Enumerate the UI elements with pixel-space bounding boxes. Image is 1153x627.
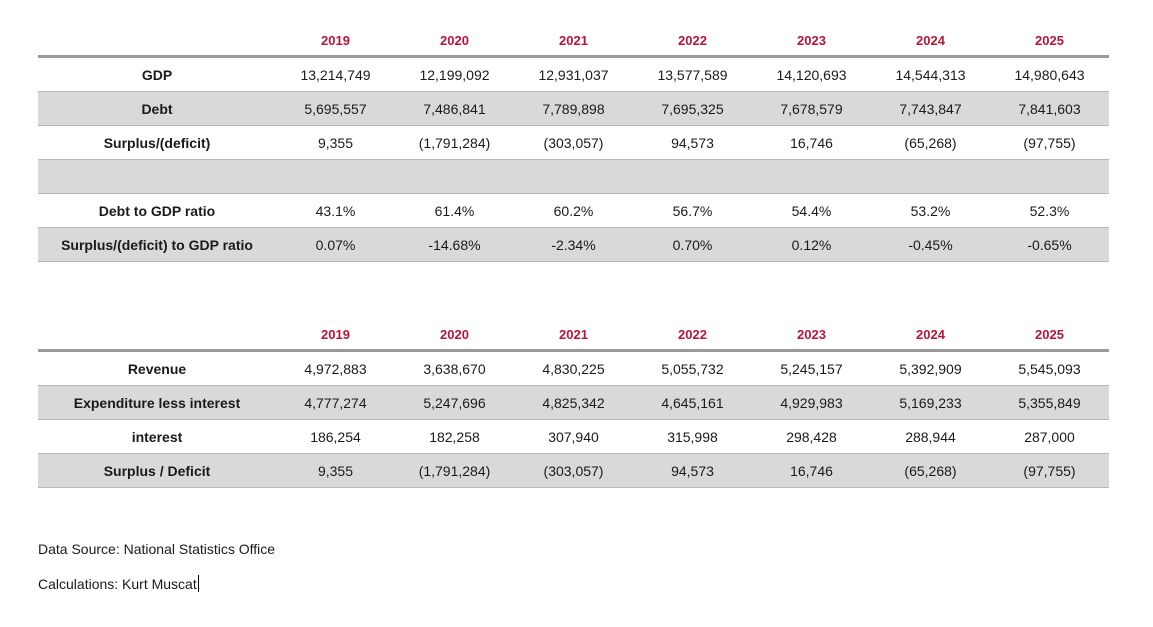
table-cell: 14,544,313 (871, 57, 990, 92)
table-cell: (303,057) (514, 126, 633, 160)
table-cell: 4,825,342 (514, 386, 633, 420)
table-cell: 7,695,325 (633, 92, 752, 126)
table-cell: 7,678,579 (752, 92, 871, 126)
table-cell (633, 160, 752, 194)
table-cell: 307,940 (514, 420, 633, 454)
table-cell: (97,755) (990, 454, 1109, 488)
row-label: Surplus/(deficit) (38, 126, 276, 160)
table-cell (395, 160, 514, 194)
row-label: Surplus / Deficit (38, 454, 276, 488)
table-cell (514, 160, 633, 194)
table-cell: (1,791,284) (395, 126, 514, 160)
table-cell: 0.70% (633, 228, 752, 262)
year-header-2025: 2025 (990, 319, 1109, 351)
year-header-2019: 2019 (276, 319, 395, 351)
table-cell: 13,214,749 (276, 57, 395, 92)
table-cell: -14.68% (395, 228, 514, 262)
table-cell: 54.4% (752, 194, 871, 228)
table-cell: 5,055,732 (633, 351, 752, 386)
table-cell (752, 160, 871, 194)
table-cell: 56.7% (633, 194, 752, 228)
table-cell: 60.2% (514, 194, 633, 228)
table-cell: -2.34% (514, 228, 633, 262)
table-row (38, 386, 1109, 420)
table-cell: 12,199,092 (395, 57, 514, 92)
row-label: Surplus/(deficit) to GDP ratio (38, 228, 276, 262)
table-cell: -0.65% (990, 228, 1109, 262)
row-label: Expenditure less interest (38, 386, 276, 420)
table-cell: 43.1% (276, 194, 395, 228)
year-header-2020: 2020 (395, 25, 514, 57)
year-header-2022: 2022 (633, 25, 752, 57)
fiscal-summary-table (38, 25, 1109, 262)
table-cell: 3,638,670 (395, 351, 514, 386)
table-cell: 7,743,847 (871, 92, 990, 126)
table-cell: 5,545,093 (990, 351, 1109, 386)
year-header-2020: 2020 (395, 319, 514, 351)
table-cell: 9,355 (276, 454, 395, 488)
data-source-text: Data Source: National Statistics Office (38, 541, 276, 557)
table-cell: 4,645,161 (633, 386, 752, 420)
table-cell: 7,486,841 (395, 92, 514, 126)
year-header-2021: 2021 (514, 319, 633, 351)
text-cursor (198, 575, 199, 592)
table-cell: 16,746 (752, 126, 871, 160)
table-cell: (97,755) (990, 126, 1109, 160)
table-cell (871, 160, 990, 194)
table-cell: 5,355,849 (990, 386, 1109, 420)
calculations-text: Calculations: Kurt Muscat (38, 576, 197, 592)
table-cell: 5,392,909 (871, 351, 990, 386)
table-cell: 9,355 (276, 126, 395, 160)
table-cell: 94,573 (633, 454, 752, 488)
year-header-2025: 2025 (990, 25, 1109, 57)
row-label: Revenue (38, 351, 276, 386)
table-cell: 5,247,696 (395, 386, 514, 420)
year-header-2022: 2022 (633, 319, 752, 351)
row-label: GDP (38, 57, 276, 92)
table-cell: 0.12% (752, 228, 871, 262)
table-cell: 4,972,883 (276, 351, 395, 386)
year-header-2023: 2023 (752, 25, 871, 57)
table-cell: 4,830,225 (514, 351, 633, 386)
table-header-row (38, 319, 1109, 351)
table-cell: (65,268) (871, 454, 990, 488)
table-cell: 12,931,037 (514, 57, 633, 92)
table-cell: 14,980,643 (990, 57, 1109, 92)
table-cell: -0.45% (871, 228, 990, 262)
table-cell: 4,777,274 (276, 386, 395, 420)
table-row (38, 454, 1109, 488)
row-label: Debt to GDP ratio (38, 194, 276, 228)
year-header-2024: 2024 (871, 25, 990, 57)
table-cell: 7,789,898 (514, 92, 633, 126)
header-empty-cell (38, 25, 276, 57)
revenue-expenditure-table (38, 319, 1109, 488)
table-cell: 182,258 (395, 420, 514, 454)
table-cell: 287,000 (990, 420, 1109, 454)
table-cell: 186,254 (276, 420, 395, 454)
table-cell: 5,695,557 (276, 92, 395, 126)
header-empty-cell (38, 319, 276, 351)
table-row (38, 160, 1109, 194)
table-cell (276, 160, 395, 194)
table-row (38, 92, 1109, 126)
table-cell (990, 160, 1109, 194)
year-header-2021: 2021 (514, 25, 633, 57)
table-row (38, 351, 1109, 386)
table-cell: 288,944 (871, 420, 990, 454)
year-header-2024: 2024 (871, 319, 990, 351)
table-cell: 16,746 (752, 454, 871, 488)
table-cell: (1,791,284) (395, 454, 514, 488)
calculations-note[interactable] (38, 575, 199, 592)
row-label: interest (38, 420, 276, 454)
data-source-note (38, 541, 275, 557)
table-cell: 7,841,603 (990, 92, 1109, 126)
table-row (38, 194, 1109, 228)
table-cell: 315,998 (633, 420, 752, 454)
table-header-row (38, 25, 1109, 57)
row-label (38, 160, 276, 194)
table-cell: (65,268) (871, 126, 990, 160)
table-cell: 4,929,983 (752, 386, 871, 420)
table-cell: 13,577,589 (633, 57, 752, 92)
table-row (38, 126, 1109, 160)
table-cell: 5,169,233 (871, 386, 990, 420)
table-cell: 94,573 (633, 126, 752, 160)
row-label: Debt (38, 92, 276, 126)
table-cell: 14,120,693 (752, 57, 871, 92)
year-header-2023: 2023 (752, 319, 871, 351)
table-cell: 52.3% (990, 194, 1109, 228)
table-row (38, 57, 1109, 92)
year-header-2019: 2019 (276, 25, 395, 57)
table-row (38, 420, 1109, 454)
table-row (38, 228, 1109, 262)
table-cell: 298,428 (752, 420, 871, 454)
table-cell: 53.2% (871, 194, 990, 228)
table-cell: 0.07% (276, 228, 395, 262)
table-cell: 5,245,157 (752, 351, 871, 386)
table-cell: (303,057) (514, 454, 633, 488)
table-cell: 61.4% (395, 194, 514, 228)
